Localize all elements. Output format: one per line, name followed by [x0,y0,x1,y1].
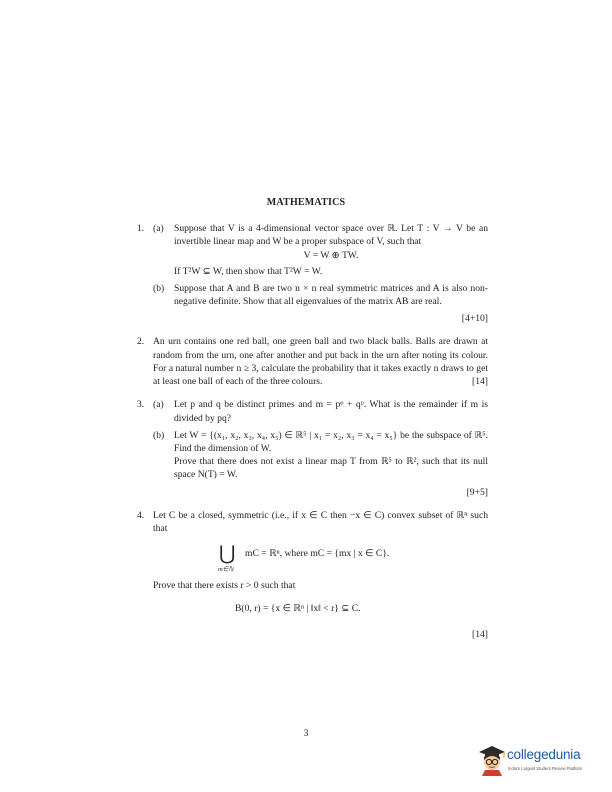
part-label: (b) [153,429,165,441]
display-equation: B(0, r) = {x ∈ ℝⁿ | ‖x‖ < r} ⊆ C. [235,603,361,615]
question-1-part-a [153,222,488,278]
part-text-continued: If T²W ⊆ W, then show that T²W = W. [174,265,323,277]
part-text: Let W = {(x₁, x₂, x₃, x₄, x₅) ∈ ℝ⁵ | x₁ = x₂, x₃ = x₄ = x₅} be the subspace of ℝ⁵. Find the dimension of W. [174,429,488,455]
union-symbol: ⋃ [219,541,236,566]
question-3 [137,398,488,498]
part-label: (b) [153,282,165,294]
union-subscript: m∈ℕ [218,566,234,574]
marks: [4+10] [461,313,488,325]
question-text: Let C be a closed, symmetric (i.e., if x ∈ C then −x ∈ C) convex subset of ℝⁿ such that [153,509,488,535]
marks: [14] [472,628,488,640]
part-label: (a) [153,399,164,411]
question-number: 4. [137,509,145,521]
part-label: (a) [153,223,164,234]
logo-wordmark: collegedunia [507,747,581,762]
marks: [9+5] [466,486,488,498]
question-text: An urn contains one red ball, one green ball and two black balls. Balls are drawn at random from the urn, one after another and put back in the urn after noting its colour. For a natural number n ≥ 3, calculate the probability that it takes exactly n draws to get at least one ball of each of the three colours. [153,336,488,388]
part-text: Suppose that A and B are two n × n real symmetric matrices and A is also non-negative definite. Show that all eigenvalues of the matrix AB are real. [174,282,488,308]
question-1-part-b [153,282,488,308]
union-equation: mC = ℝⁿ, where mC = {mx | x ∈ C}. [245,548,390,560]
logo-tagline: India's Largest Student Review Platform [508,766,583,771]
union-display [219,543,488,573]
question-number: 3. [137,399,145,411]
question-3-part-b [153,429,488,482]
question-list [137,222,488,651]
part-text: Let p and q be distinct primes and m = pᵠ + qᵖ. What is the remainder if m is divided by pq? [174,399,488,424]
question-1 [137,222,488,325]
question-4 [137,509,488,641]
question-number: 1. [137,223,145,234]
question-number: 2. [137,336,145,348]
question-2 [137,335,488,388]
page-title: MATHEMATICS [266,197,346,208]
display-equation: V = W ⊕ TW. [303,250,359,262]
question-text-continued: Prove that there exists r > 0 such that [153,580,296,592]
graduate-mascot-icon [478,744,506,776]
collegedunia-logo [478,744,608,784]
question-3-part-a [153,398,488,424]
page-number: 3 [303,728,309,739]
part-text: Suppose that V is a 4-dimensional vector space over ℝ. Let T : V → V be an invertible linear map and W be a proper subspace of V, such that [174,223,488,248]
marks: [14] [472,376,488,388]
part-text-continued: Prove that there does not exist a linear map T from ℝ⁵ to ℝ², such that its null space N(T) = W. [174,456,488,481]
